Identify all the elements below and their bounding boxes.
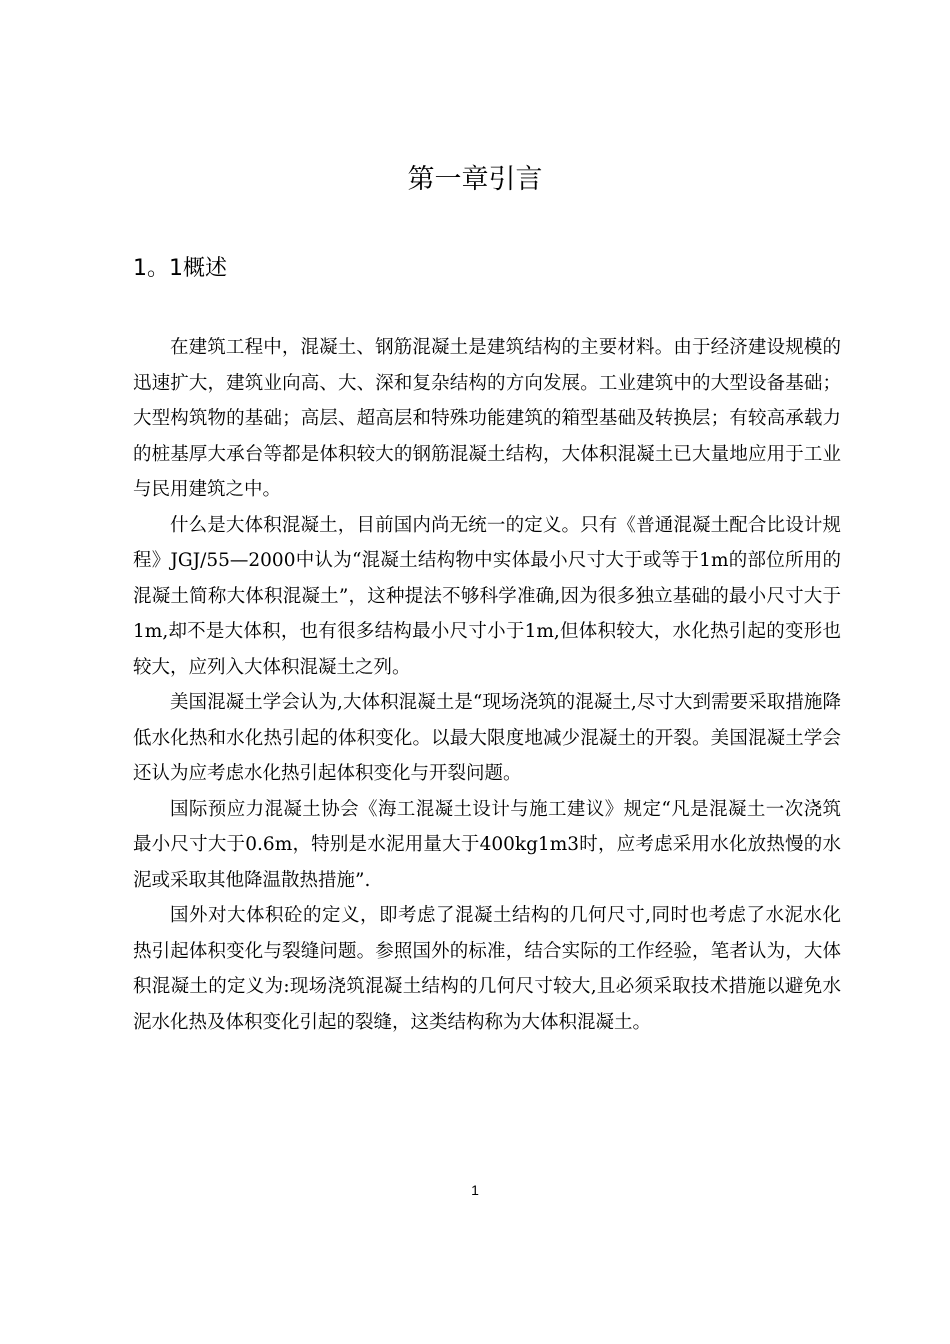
chapter-title: 第一章引言 bbox=[407, 164, 543, 195]
paragraph: 国际预应力混凝土协会《海工混凝土设计与施工建议》规定“凡是混凝土一次浇筑最小尺寸大于0.6m，特别是水泥用量大于400kg1m3时，应考虑采用水化放热慢的水泥或采取其他降温散热措施”. bbox=[133, 798, 841, 891]
section-title: 1。1概述 bbox=[133, 256, 227, 281]
page-number: 1 bbox=[471, 1182, 479, 1198]
paragraph: 在建筑工程中，混凝土、钢筋混凝土是建筑结构的主要材料。由于经济建设规模的迅速扩大，建筑业向高、大、深和复杂结构的方向发展。工业建筑中的大型设备基础；大型构筑物的基础；高层、超高层和特殊功能建筑的箱型基础及转换层；有较高承载力的桩基厚大承台等都是体积较大的钢筋混凝土结构，大体积混凝土已大量地应用于工业与民用建筑之中。 bbox=[133, 337, 841, 500]
paragraph: 什么是大体积混凝土，目前国内尚无统一的定义。只有《普通混凝土配合比设计规程》JGJ/55—2000中认为“混凝土结构物中实体最小尺寸大于或等于1m的部位所用的混凝土简称大体积混凝土”，这种提法不够科学准确,因为很多独立基础的最小尺寸大于1m,却不是大体积，也有很多结构最小尺寸小于1m,但体积较大，水化热引起的变形也较大，应列入大体积混凝土之列。 bbox=[133, 514, 841, 678]
paragraph: 国外对大体积砼的定义，即考虑了混凝土结构的几何尺寸,同时也考虑了水泥水化热引起体积变化与裂缝问题。参照国外的标准，结合实际的工作经验，笔者认为，大体积混凝土的定义为:现场浇筑混凝土结构的几何尺寸较大,且必须采取技术措施以避免水泥水化热及体积变化引起的裂缝，这类结构称为大体积混凝土。 bbox=[133, 905, 841, 1033]
paragraph: 美国混凝土学会认为,大体积混凝土是“现场浇筑的混凝土,尽寸大到需要采取措施降低水化热和水化热引起的体积变化。以最大限度地减少混凝土的开裂。美国混凝土学会还认为应考虑水化热引起体积变化与开裂问题。 bbox=[133, 692, 841, 784]
body-text bbox=[133, 330, 841, 1040]
